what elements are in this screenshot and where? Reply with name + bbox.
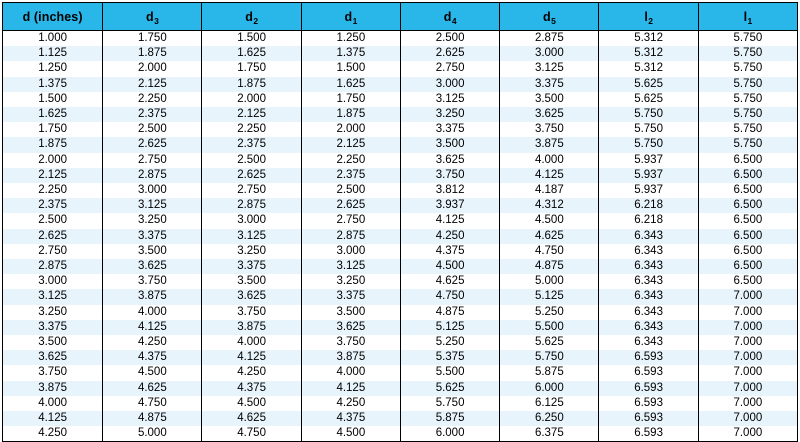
table-cell: 2.000 (202, 92, 301, 107)
table-cell: 5.125 (500, 289, 599, 304)
table-cell: 1.875 (202, 77, 301, 92)
table-cell: 5.750 (698, 122, 797, 137)
table-cell: 5.312 (599, 31, 698, 47)
table-cell: 4.312 (500, 198, 599, 213)
table-row (3, 396, 798, 411)
table-cell: 1.500 (202, 31, 301, 47)
table-cell: 5.750 (599, 122, 698, 137)
table-cell: 3.125 (301, 259, 400, 274)
table-cell: 3.000 (500, 46, 599, 61)
table-cell: 2.250 (3, 183, 103, 198)
table-cell: 3.625 (103, 259, 202, 274)
table-cell: 4.250 (301, 396, 400, 411)
table-cell: 4.750 (400, 289, 499, 304)
table-cell: 4.000 (500, 153, 599, 168)
table-cell: 4.750 (500, 244, 599, 259)
table-cell: 3.500 (103, 244, 202, 259)
table-cell: 4.625 (400, 274, 499, 289)
table-cell: 4.125 (400, 213, 499, 228)
table-cell: 2.500 (3, 213, 103, 228)
table-cell: 7.000 (698, 335, 797, 350)
table-cell: 4.625 (103, 381, 202, 396)
table-cell: 5.937 (599, 183, 698, 198)
table-cell: 4.375 (301, 411, 400, 426)
table-cell: 5.312 (599, 61, 698, 76)
table-cell: 6.593 (599, 411, 698, 426)
table-cell: 3.250 (202, 244, 301, 259)
table-cell: 1.000 (3, 31, 103, 47)
column-header-2 (202, 3, 301, 31)
column-header-label: l (743, 9, 748, 24)
table-cell: 6.500 (698, 274, 797, 289)
table-cell: 6.343 (599, 244, 698, 259)
table-cell: 6.343 (599, 289, 698, 304)
table-cell: 6.500 (698, 213, 797, 228)
column-header-7 (698, 3, 797, 31)
table-cell: 2.875 (500, 31, 599, 47)
table-cell: 5.750 (698, 77, 797, 92)
table-cell: 3.250 (3, 305, 103, 320)
table-cell: 6.500 (698, 229, 797, 244)
table-row (3, 365, 798, 380)
table-cell: 2.375 (202, 137, 301, 152)
table-cell: 5.937 (599, 153, 698, 168)
table-cell: 2.875 (202, 198, 301, 213)
table-cell: 4.125 (301, 381, 400, 396)
column-header-subscript: 5 (551, 15, 556, 26)
table-cell: 7.000 (698, 426, 797, 442)
table-cell: 2.375 (3, 198, 103, 213)
table-cell: 2.500 (202, 153, 301, 168)
table-cell: 4.187 (500, 183, 599, 198)
table-cell: 6.593 (599, 426, 698, 442)
table-cell: 5.000 (103, 426, 202, 442)
table-cell: 3.375 (103, 229, 202, 244)
table-cell: 4.250 (202, 365, 301, 380)
table-cell: 1.250 (3, 61, 103, 76)
table-cell: 1.625 (202, 46, 301, 61)
table-cell: 3.375 (500, 77, 599, 92)
table-row (3, 335, 798, 350)
table-row (3, 92, 798, 107)
table-cell: 2.875 (301, 229, 400, 244)
table-cell: 6.000 (500, 381, 599, 396)
table-header (3, 3, 798, 31)
table-cell: 3.875 (500, 137, 599, 152)
table-cell: 6.500 (698, 198, 797, 213)
table-row (3, 259, 798, 274)
table-cell: 5.750 (698, 46, 797, 61)
table-cell: 4.875 (500, 259, 599, 274)
table-cell: 2.875 (3, 259, 103, 274)
table-cell: 1.750 (103, 31, 202, 47)
table-cell: 2.125 (202, 107, 301, 122)
table-cell: 3.625 (301, 320, 400, 335)
table-cell: 2.125 (103, 77, 202, 92)
table-cell: 4.625 (202, 411, 301, 426)
column-header-4 (400, 3, 499, 31)
table-cell: 4.500 (301, 426, 400, 442)
table-cell: 7.000 (698, 305, 797, 320)
table-row (3, 411, 798, 426)
table-cell: 3.500 (202, 274, 301, 289)
table-cell: 1.500 (3, 92, 103, 107)
table-cell: 6.218 (599, 198, 698, 213)
table-cell: 2.250 (301, 153, 400, 168)
table-cell: 4.875 (400, 305, 499, 320)
table-cell: 2.500 (400, 31, 499, 47)
table-row (3, 122, 798, 137)
table-cell: 2.750 (202, 183, 301, 198)
table-cell: 4.625 (500, 229, 599, 244)
table-row (3, 213, 798, 228)
table-row (3, 137, 798, 152)
table-row (3, 153, 798, 168)
table-cell: 6.250 (500, 411, 599, 426)
table-row (3, 46, 798, 61)
column-header-label: d (344, 9, 353, 24)
table-cell: 6.343 (599, 274, 698, 289)
table-row (3, 381, 798, 396)
table-cell: 6.593 (599, 381, 698, 396)
table-header-row (3, 3, 798, 31)
table-cell: 3.812 (400, 183, 499, 198)
dimension-table (2, 2, 798, 442)
table-cell: 5.750 (698, 31, 797, 47)
column-header-0 (3, 3, 103, 31)
table-cell: 6.000 (400, 426, 499, 442)
table-cell: 3.250 (400, 107, 499, 122)
table-cell: 1.375 (3, 77, 103, 92)
column-header-3 (301, 3, 400, 31)
column-header-6 (599, 3, 698, 31)
table-cell: 6.500 (698, 244, 797, 259)
table-row (3, 289, 798, 304)
table-cell: 5.750 (400, 396, 499, 411)
table-cell: 3.500 (500, 92, 599, 107)
table-cell: 5.500 (500, 320, 599, 335)
table-cell: 4.000 (3, 396, 103, 411)
table-cell: 5.250 (400, 335, 499, 350)
table-row (3, 61, 798, 76)
table-cell: 6.593 (599, 365, 698, 380)
table-cell: 5.312 (599, 46, 698, 61)
table-cell: 3.000 (400, 77, 499, 92)
column-header-subscript: 4 (451, 15, 457, 26)
table-cell: 6.218 (599, 213, 698, 228)
table-cell: 2.000 (301, 122, 400, 137)
table-cell: 7.000 (698, 411, 797, 426)
table-cell: 3.625 (400, 153, 499, 168)
table-cell: 4.000 (103, 305, 202, 320)
table-cell: 3.625 (3, 350, 103, 365)
table-cell: 5.750 (500, 350, 599, 365)
table-cell: 5.875 (500, 365, 599, 380)
table-cell: 1.625 (3, 107, 103, 122)
column-header-label: d (146, 9, 154, 24)
table-cell: 2.375 (301, 168, 400, 183)
table-cell: 5.750 (599, 107, 698, 122)
table-cell: 7.000 (698, 350, 797, 365)
table-cell: 4.125 (103, 320, 202, 335)
table-cell: 1.875 (3, 137, 103, 152)
table-cell: 2.250 (103, 92, 202, 107)
table-cell: 2.750 (400, 61, 499, 76)
table-cell: 2.625 (301, 198, 400, 213)
table-cell: 2.125 (3, 168, 103, 183)
table-cell: 3.250 (301, 274, 400, 289)
column-header-label: d (543, 9, 551, 24)
table-cell: 5.625 (500, 335, 599, 350)
table-row (3, 305, 798, 320)
table-cell: 6.500 (698, 153, 797, 168)
table-cell: 5.625 (400, 381, 499, 396)
table-cell: 3.125 (103, 198, 202, 213)
table-cell: 1.875 (301, 107, 400, 122)
table-cell: 5.750 (599, 137, 698, 152)
table-cell: 5.625 (599, 92, 698, 107)
table-row (3, 168, 798, 183)
table-cell: 5.937 (599, 168, 698, 183)
table-cell: 5.750 (698, 107, 797, 122)
table-cell: 6.343 (599, 259, 698, 274)
table-row (3, 77, 798, 92)
table-cell: 4.250 (400, 229, 499, 244)
column-header-subscript: 2 (253, 15, 259, 26)
table-cell: 3.875 (103, 289, 202, 304)
table-cell: 5.000 (500, 274, 599, 289)
table-cell: 2.250 (202, 122, 301, 137)
table-cell: 3.500 (400, 137, 499, 152)
table-cell: 4.750 (103, 396, 202, 411)
table-body (3, 31, 798, 442)
table-row (3, 183, 798, 198)
table-row (3, 107, 798, 122)
table-cell: 5.250 (500, 305, 599, 320)
table-cell: 3.625 (500, 107, 599, 122)
table-cell: 2.875 (103, 168, 202, 183)
table-cell: 3.250 (103, 213, 202, 228)
table-cell: 3.125 (202, 229, 301, 244)
table-cell: 4.750 (202, 426, 301, 442)
table-row (3, 198, 798, 213)
table-cell: 3.125 (500, 61, 599, 76)
column-header-subscript: 2 (648, 15, 654, 26)
table-row (3, 350, 798, 365)
table-cell: 1.875 (103, 46, 202, 61)
table-cell: 7.000 (698, 381, 797, 396)
table-cell: 6.500 (698, 183, 797, 198)
table-cell: 3.750 (400, 168, 499, 183)
table-cell: 6.500 (698, 259, 797, 274)
table-cell: 4.500 (103, 365, 202, 380)
table-cell: 3.375 (3, 320, 103, 335)
column-header-label: d (inches) (22, 9, 83, 24)
table-cell: 3.625 (202, 289, 301, 304)
table-cell: 3.000 (103, 183, 202, 198)
table-cell: 3.937 (400, 198, 499, 213)
table-row (3, 320, 798, 335)
table-cell: 1.500 (301, 61, 400, 76)
table-cell: 1.375 (301, 46, 400, 61)
column-header-label: l (644, 9, 648, 24)
table-cell: 4.500 (500, 213, 599, 228)
table-cell: 1.750 (3, 122, 103, 137)
table-cell: 2.375 (103, 107, 202, 122)
table-cell: 7.000 (698, 396, 797, 411)
table-cell: 1.625 (301, 77, 400, 92)
table-cell: 2.000 (103, 61, 202, 76)
table-row (3, 244, 798, 259)
column-header-5 (500, 3, 599, 31)
table-cell: 1.750 (301, 92, 400, 107)
table-cell: 6.125 (500, 396, 599, 411)
table-cell: 6.593 (599, 350, 698, 365)
table-cell: 3.750 (3, 365, 103, 380)
table-cell: 3.750 (500, 122, 599, 137)
table-cell: 2.500 (103, 122, 202, 137)
table-cell: 1.250 (301, 31, 400, 47)
table-cell: 2.625 (103, 137, 202, 152)
table-cell: 4.375 (103, 350, 202, 365)
column-header-subscript: 1 (352, 15, 358, 26)
table-cell: 7.000 (698, 320, 797, 335)
table-cell: 2.750 (3, 244, 103, 259)
table-cell: 6.343 (599, 320, 698, 335)
table-cell: 2.125 (301, 137, 400, 152)
table-cell: 5.750 (698, 137, 797, 152)
table-cell: 4.500 (400, 259, 499, 274)
table-cell: 3.500 (3, 335, 103, 350)
table-cell: 7.000 (698, 289, 797, 304)
table-cell: 4.125 (202, 350, 301, 365)
table-row (3, 229, 798, 244)
table-cell: 3.750 (202, 305, 301, 320)
table-cell: 6.593 (599, 396, 698, 411)
table-cell: 1.750 (202, 61, 301, 76)
table-cell: 3.875 (301, 350, 400, 365)
table-cell: 3.500 (301, 305, 400, 320)
table-cell: 3.000 (202, 213, 301, 228)
column-header-label: d (443, 9, 452, 24)
table-cell: 3.000 (3, 274, 103, 289)
table-cell: 7.000 (698, 365, 797, 380)
table-cell: 6.343 (599, 305, 698, 320)
table-cell: 2.625 (202, 168, 301, 183)
table-cell: 3.375 (301, 289, 400, 304)
table-cell: 4.000 (202, 335, 301, 350)
table-cell: 4.250 (103, 335, 202, 350)
table-cell: 3.125 (400, 92, 499, 107)
table-cell: 3.375 (400, 122, 499, 137)
table-cell: 1.125 (3, 46, 103, 61)
table-cell: 2.750 (103, 153, 202, 168)
table-cell: 3.750 (103, 274, 202, 289)
table-cell: 4.250 (3, 426, 103, 442)
table-cell: 4.375 (202, 381, 301, 396)
table-cell: 3.875 (202, 320, 301, 335)
table-row (3, 426, 798, 442)
table-cell: 2.500 (301, 183, 400, 198)
table-cell: 2.625 (3, 229, 103, 244)
table-cell: 2.750 (301, 213, 400, 228)
column-header-label: d (245, 9, 254, 24)
table-cell: 4.875 (103, 411, 202, 426)
table-cell: 6.343 (599, 335, 698, 350)
table-cell: 5.625 (599, 77, 698, 92)
table-cell: 5.750 (698, 61, 797, 76)
table-cell: 4.125 (3, 411, 103, 426)
table-cell: 5.750 (698, 92, 797, 107)
table-row (3, 274, 798, 289)
table-cell: 5.500 (400, 365, 499, 380)
column-header-subscript: 1 (747, 15, 753, 26)
table-cell: 5.875 (400, 411, 499, 426)
table-cell: 5.125 (400, 320, 499, 335)
table-cell: 3.875 (3, 381, 103, 396)
table-row (3, 31, 798, 47)
table-cell: 4.000 (301, 365, 400, 380)
table-cell: 2.000 (3, 153, 103, 168)
table-cell: 4.500 (202, 396, 301, 411)
table-cell: 5.375 (400, 350, 499, 365)
table-cell: 3.125 (3, 289, 103, 304)
table-cell: 6.375 (500, 426, 599, 442)
table-cell: 4.125 (500, 168, 599, 183)
table-cell: 3.375 (202, 259, 301, 274)
table-cell: 6.500 (698, 168, 797, 183)
table-cell: 4.375 (400, 244, 499, 259)
column-header-1 (103, 3, 202, 31)
table-cell: 6.343 (599, 229, 698, 244)
table-cell: 3.000 (301, 244, 400, 259)
column-header-subscript: 3 (154, 15, 159, 26)
table-cell: 2.625 (400, 46, 499, 61)
table-cell: 3.750 (301, 335, 400, 350)
